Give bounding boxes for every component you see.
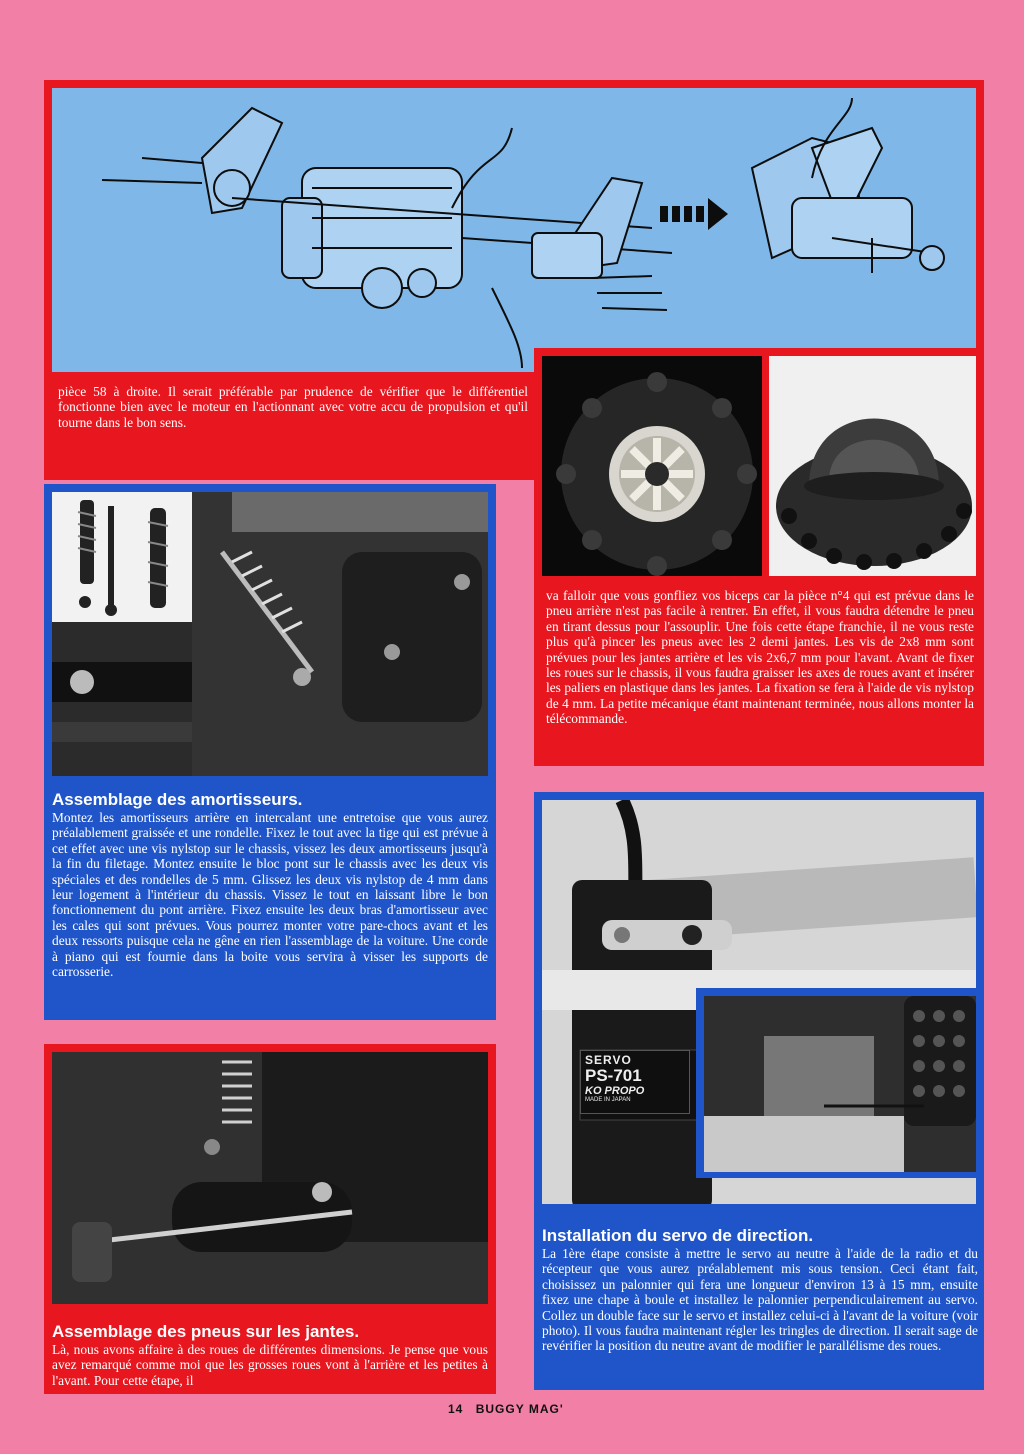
tires-text-area xyxy=(52,1322,488,1392)
servo-text-area xyxy=(542,1226,978,1386)
wheel-rim-photo xyxy=(542,356,762,576)
page-footer xyxy=(448,1402,648,1422)
shock-parts-photo xyxy=(52,492,192,622)
shock-assembly-photo xyxy=(192,492,488,776)
tires-paragraph: Là, nous avons affaire à des roues de différentes dimensions. Je pense que vous avez remarqué comme moi que les grosses roues vont à l'arrière et les petites à l'avant. Pour cette étape, il xyxy=(52,1342,488,1388)
servo-maker: KO PROPO xyxy=(585,1085,645,1097)
magazine-name: BUGGY MAG' xyxy=(475,1402,564,1416)
wheels-text-box xyxy=(542,586,978,762)
servo-model: PS-701 xyxy=(585,1066,642,1085)
intro-text-box xyxy=(44,372,540,480)
servo-paragraph: La 1ère étape consiste à mettre le servo au neutre à l'aide de la radio et du récepteur que vous aurez préalablement mis sous tension. Ceci étant fait, choisissez un palonnier qui fera une longueur d'environ 13 à 15 mm, ensuite fixez une chape à boule et installez le palonnier perpendiculairement au servo. Collez un double face sur le servo et installez celui-ci à l'avant de la voiture (voir photo). Il vous faudra maintenant régler les tringles de direction. Il serait sage de revérifier la position du neutre avant de modifier le parallélisme des roues. xyxy=(542,1246,978,1354)
servo-inset-photo xyxy=(704,996,976,1172)
shocks-paragraph: Montez les amortisseurs arrière en intercalant une entretoise que vous aurez préalablement graissée et une rondelle. Fixez le tout avec la tige qui est prévue à cet effet avec une vis nylstop sur le chassis, vissez les deux amortisseurs jusqu'à la fin du filetage. Montez ensuite le bloc pont sur le chassis avec les deux vis spéciales et des rondelles de 5 mm. Glissez les deux vis nylstop de 4 mm dans leur logement à l'intérieur du chassis. Vissez le tout en laissant libre le bon fonctionnement du pont arrière. Fixez ensuite les deux bras d'amortisseur avec les cales qui sont prévues. Vous pourrez monter votre pare-chocs avant et les deux ressorts puisque cela ne gêne en rien l'assemblage de la voiture. Une corde à piano qui est fournie dans la boite vous servira à visser les supports de carrosserie. xyxy=(52,810,488,980)
assembly-diagram xyxy=(52,88,976,372)
tires-heading: Assemblage des pneus sur les jantes. xyxy=(52,1322,360,1341)
intro-paragraph: pièce 58 à droite. Il serait préférable par prudence de vérifier que le différentiel fonctionne bien avec le moteur en l'actionnant avec votre accu de propulsion et qu'il tourne dans le bon sens. xyxy=(58,384,528,430)
page-number: 14 xyxy=(448,1402,464,1416)
shocks-text-area xyxy=(52,790,488,1016)
shocks-heading: Assemblage des amortisseurs. xyxy=(52,790,303,809)
gearbox-exploded-diagram xyxy=(52,88,976,372)
servo-label xyxy=(580,1050,690,1114)
tire-insert-photo xyxy=(769,356,976,576)
wheel-hub-photo xyxy=(52,1052,488,1304)
servo-origin: MADE IN JAPAN xyxy=(585,1097,631,1103)
shock-base-photo xyxy=(52,622,192,776)
wheels-paragraph: va falloir que vous gonfliez vos biceps car la pièce n°4 qui est prévue dans le pneu arrière n'est pas facile à rentrer. En effet, il vous faudra détendre le pneu en tirant dessus pour l'assouplir. Une fois cette étape franchie, il ne vous reste plus qu'à pincer les pneus avec les 2 demi jantes. Les vis de 2x8 mm sont prévues pour les jantes arrière et les vis 2x6,7 mm pour l'avant. Avant de fixer les roues sur le chassis, il vous faudra graisser les axes de roues avant et insérer les paliers en plastique dans les jantes. La fixation se fera à l'aide de vis nylstop de 4 mm. La petite mécanique étant maintenant terminée, nous allons monter la télécommande. xyxy=(546,588,974,727)
servo-brand: SERVO xyxy=(585,1053,632,1067)
servo-heading: Installation du servo de direction. xyxy=(542,1226,814,1245)
